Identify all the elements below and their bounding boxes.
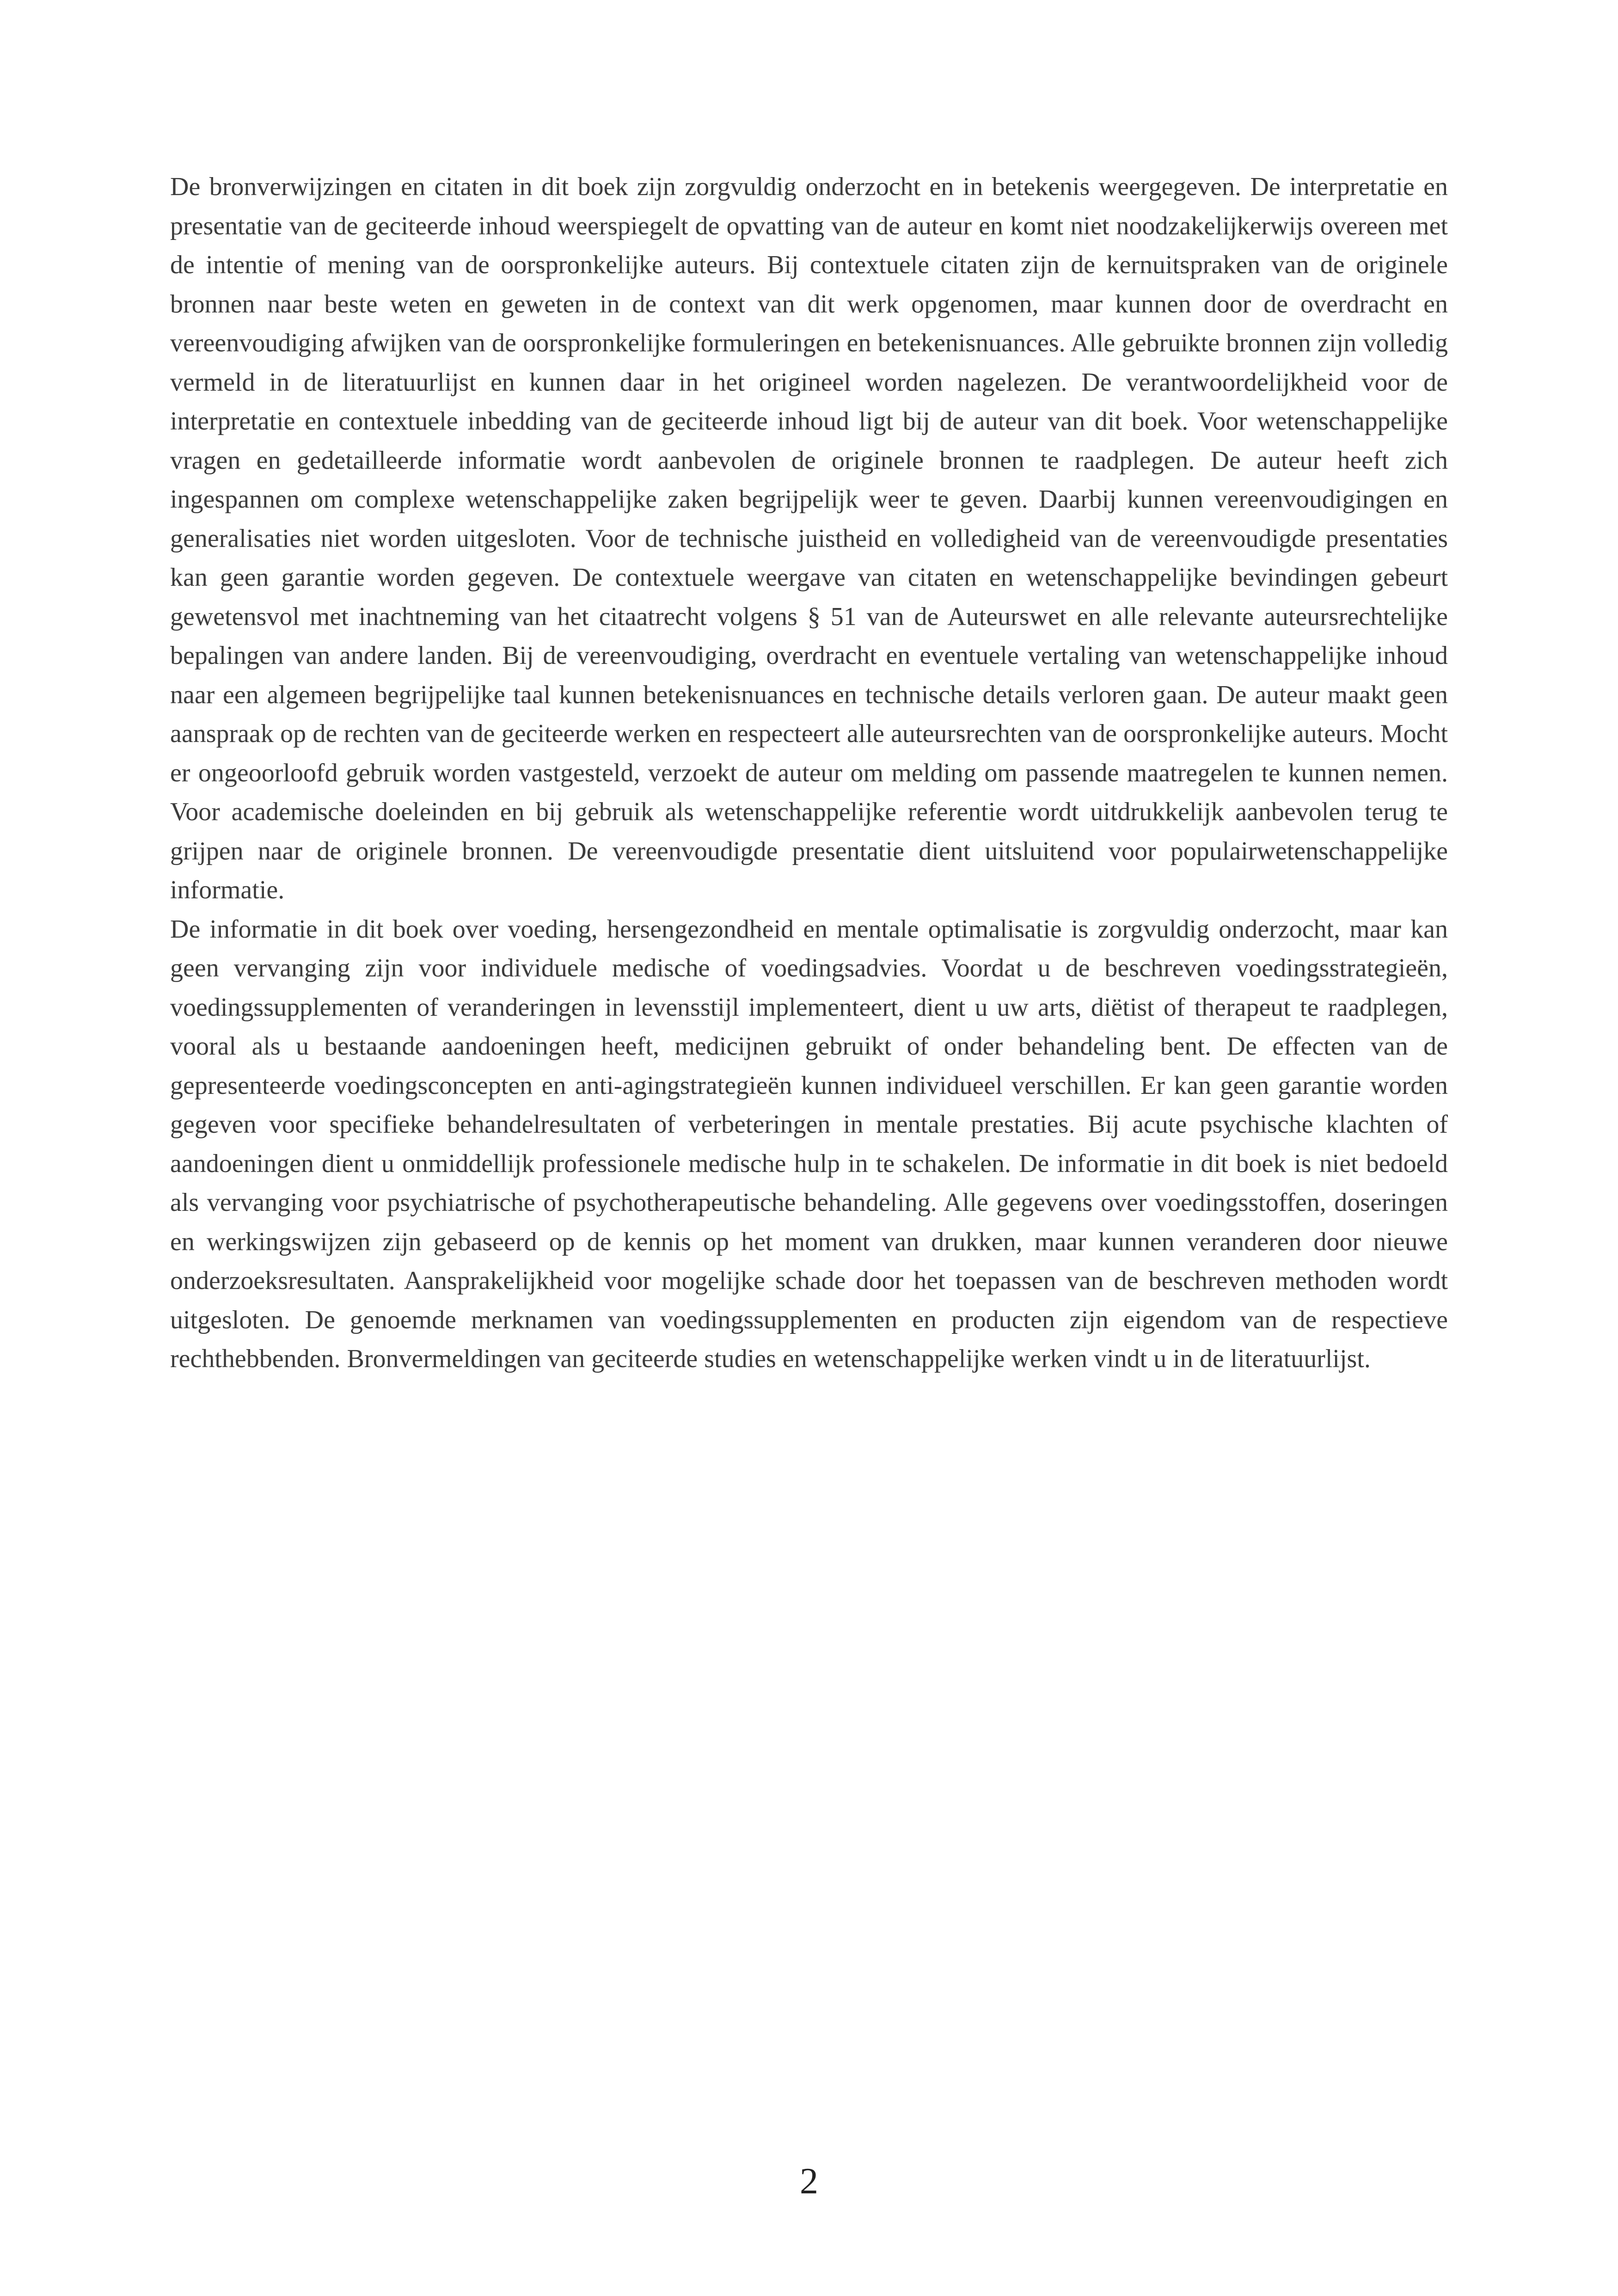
paragraph-medical-disclaimer: De informatie in dit boek over voeding, hersengezondheid en mentale optimalisatie is zorgvuldig onderzocht, maar kan geen vervanging zijn voor individuele medische of voedingsadvies. Voordat u de beschreven voedingsstrategieën, voedingssupplementen of veranderingen in levensstijl implementeert, dient u uw arts, diëtist of therapeut te raadplegen, vooral als u bestaande aandoeningen heeft, medicijnen gebruikt of onder behandeling bent. De effecten van de gepresenteerde voedingsconcepten en anti-agingstrategieën kunnen individueel verschillen. Er kan geen garantie worden gegeven voor specifieke behandelresultaten of verbeteringen in mentale prestaties. Bij acute psychische klachten of aandoeningen dient u onmiddellijk professionele medische hulp in te schakelen. De informatie in dit boek is niet bedoeld als vervanging voor psychiatrische of psychotherapeutische behandeling. Alle gegevens over voedingsstoffen, doseringen en werkingswijzen zijn gebaseerd op de kennis op het moment van drukken, maar kunnen veranderen door nieuwe onderzoeksresultaten. Aansprakelijkheid voor mogelijke schade door het toepassen van de beschreven methoden wordt uitgesloten. De genoemde merknamen van voedingssupplementen en producten zijn eigendom van de respectieve rechthebbenden. Bronvermeldingen van geciteerde studies en wetenschappelijke werken vindt u in de literatuurlijst. [170,915,1448,1373]
page-number: 2 [800,2161,818,2202]
body-text [170,167,1448,1379]
paragraph-citations-disclaimer: De bronverwijzingen en citaten in dit boek zijn zorgvuldig onderzocht en in betekenis weergegeven. De interpretatie en presentatie van de geciteerde inhoud weerspiegelt de opvatting van de auteur en komt niet noodzakelijkerwijs overeen met de intentie of mening van de oorspronkelijke auteurs. Bij contextuele citaten zijn de kernuitspraken van de originele bronnen naar beste weten en geweten in de context van dit werk opgenomen, maar kunnen door de overdracht en vereenvoudiging afwijken van de oorspronkelijke formuleringen en betekenisnuances. Alle gebruikte bronnen zijn volledig vermeld in de literatuurlijst en kunnen daar in het origineel worden nagelezen. De verantwoordelijkheid voor de interpretatie en contextuele inbedding van de geciteerde inhoud ligt bij de auteur van dit boek. Voor wetenschappelijke vragen en gedetailleerde informatie wordt aanbevolen de originele bronnen te raadplegen. De auteur heeft zich ingespannen om complexe wetenschappelijke zaken begrijpelijk weer te geven. Daarbij kunnen vereenvoudigingen en generalisaties niet worden uitgesloten. Voor de technische juistheid en volledigheid van de vereenvoudigde presentaties kan geen garantie worden gegeven. De contextuele weergave van citaten en wetenschappelijke bevindingen gebeurt gewetensvol met inachtneming van het citaatrecht volgens § 51 van de Auteurswet en alle relevante auteursrechtelijke bepalingen van andere landen. Bij de vereenvoudiging, overdracht en eventuele vertaling van wetenschappelijke inhoud naar een algemeen begrijpelijke taal kunnen betekenisnuances en technische details verloren gaan. De auteur maakt geen aanspraak op de rechten van de geciteerde werken en respecteert alle auteursrechten van de oorspronkelijke auteurs. Mocht er ongeoorloofd gebruik worden vastgesteld, verzoekt de auteur om melding om passende maatregelen te kunnen nemen. Voor academische doeleinden en bij gebruik als wetenschappelijke referentie wordt uitdrukkelijk aanbevolen terug te grijpen naar de originele bronnen. De vereenvoudigde presentatie dient uitsluitend voor populairwetenschappelijke informatie. [170,172,1448,904]
